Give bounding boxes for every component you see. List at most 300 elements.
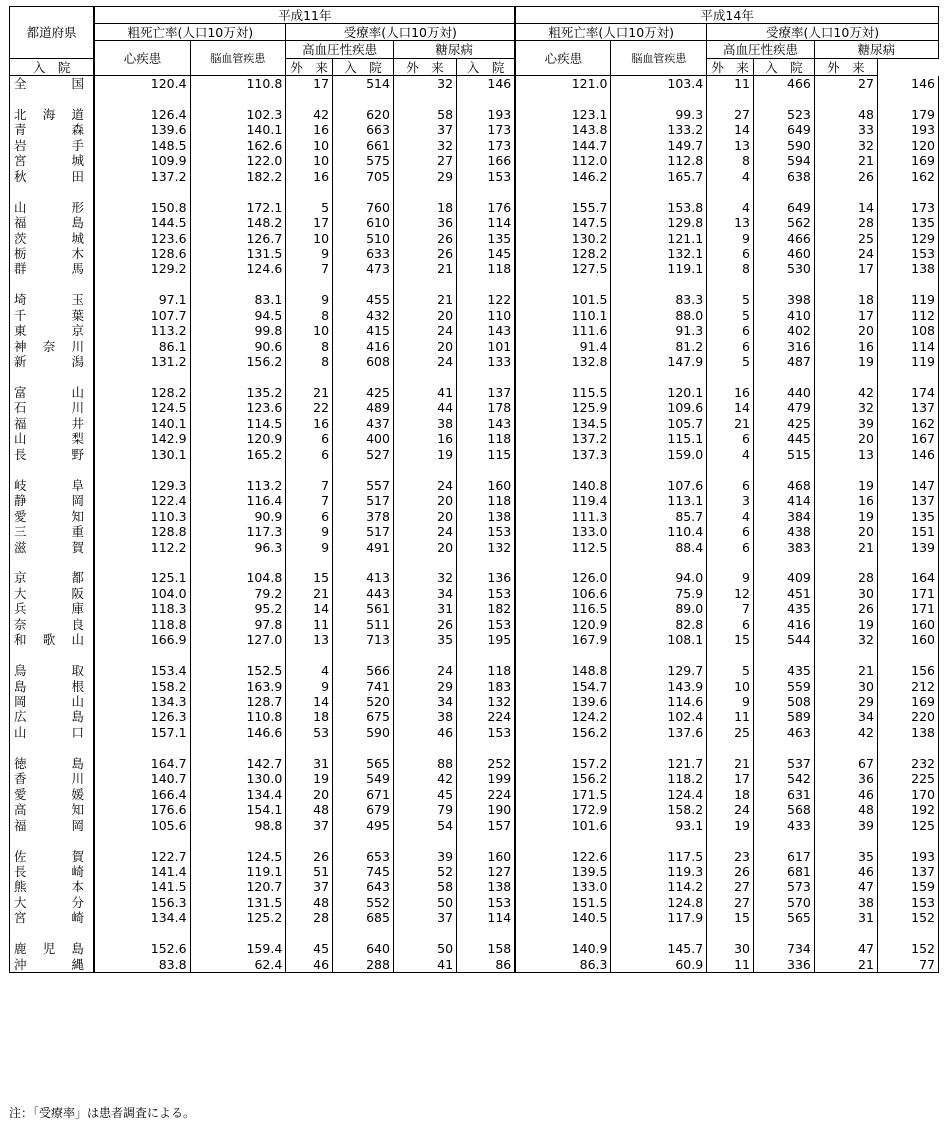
prefecture-name: 東 京	[10, 323, 95, 338]
data-cell: 568	[753, 802, 814, 817]
data-cell: 112.8	[611, 153, 707, 168]
data-cell: 122.6	[515, 849, 611, 864]
data-cell: 164.7	[94, 756, 190, 771]
data-cell: 24	[393, 354, 456, 369]
data-cell: 88.4	[611, 540, 707, 555]
table-row	[10, 246, 939, 261]
data-cell: 139.6	[515, 694, 611, 709]
data-cell	[814, 277, 877, 292]
data-cell	[333, 370, 394, 385]
table-body	[10, 76, 939, 973]
data-cell	[814, 740, 877, 755]
data-cell: 9	[286, 292, 333, 307]
data-cell: 119.1	[611, 261, 707, 276]
data-cell: 104.0	[94, 586, 190, 601]
data-cell: 336	[753, 957, 814, 973]
data-cell: 109.9	[94, 153, 190, 168]
data-cell: 26	[393, 231, 456, 246]
data-cell: 679	[333, 802, 394, 817]
data-cell: 122	[457, 292, 516, 307]
data-cell	[611, 370, 707, 385]
prefecture-name: 京 都	[10, 570, 95, 585]
data-cell: 129.7	[611, 663, 707, 678]
data-cell: 124.8	[611, 895, 707, 910]
data-cell: 124.2	[515, 709, 611, 724]
data-cell: 121.0	[515, 76, 611, 92]
prefecture-name	[10, 926, 95, 941]
data-cell	[333, 833, 394, 848]
data-cell: 435	[753, 601, 814, 616]
data-cell	[190, 926, 286, 941]
spacer-row	[10, 462, 939, 477]
data-cell: 116.5	[515, 601, 611, 616]
spacer-row	[10, 91, 939, 106]
data-cell	[286, 277, 333, 292]
data-cell	[707, 926, 754, 941]
data-cell: 89.0	[611, 601, 707, 616]
data-cell	[286, 926, 333, 941]
data-cell: 495	[333, 818, 394, 833]
table-row	[10, 601, 939, 616]
prefecture-name: 兵 庫	[10, 601, 95, 616]
data-cell: 33	[814, 122, 877, 137]
data-cell: 118	[457, 663, 516, 678]
data-cell: 170	[877, 787, 938, 802]
prefecture-name	[10, 370, 95, 385]
data-cell: 140.9	[515, 941, 611, 956]
data-cell	[707, 184, 754, 199]
data-cell: 17	[286, 76, 333, 92]
data-cell: 37	[286, 818, 333, 833]
data-cell: 517	[333, 493, 394, 508]
prefecture-name	[10, 91, 95, 106]
data-cell: 416	[753, 617, 814, 632]
data-cell: 675	[333, 709, 394, 724]
table-row	[10, 756, 939, 771]
data-cell: 455	[333, 292, 394, 307]
data-cell: 146	[457, 76, 516, 92]
data-cell: 172.1	[190, 200, 286, 215]
data-cell	[611, 277, 707, 292]
data-cell: 123.1	[515, 107, 611, 122]
prefecture-name: 神 奈 川	[10, 339, 95, 354]
data-cell: 21	[286, 385, 333, 400]
data-cell: 24	[393, 663, 456, 678]
data-cell: 30	[707, 941, 754, 956]
table-row	[10, 694, 939, 709]
data-cell	[877, 184, 938, 199]
data-cell	[333, 184, 394, 199]
data-cell	[877, 648, 938, 663]
header-diabetes-h14: 糖尿病	[814, 41, 938, 59]
data-cell: 165.2	[190, 447, 286, 462]
data-cell	[707, 277, 754, 292]
data-cell: 129.8	[611, 215, 707, 230]
data-cell: 51	[286, 864, 333, 879]
data-cell	[877, 91, 938, 106]
data-cell: 37	[286, 879, 333, 894]
data-cell: 86.3	[515, 957, 611, 973]
data-cell: 8	[707, 261, 754, 276]
data-cell: 137	[457, 385, 516, 400]
data-cell: 122.0	[190, 153, 286, 168]
data-cell: 128.2	[515, 246, 611, 261]
data-cell	[286, 555, 333, 570]
table-row	[10, 431, 939, 446]
data-cell: 30	[814, 586, 877, 601]
data-cell: 47	[814, 941, 877, 956]
data-cell: 5	[707, 308, 754, 323]
data-cell: 62.4	[190, 957, 286, 973]
data-cell: 132.8	[515, 354, 611, 369]
data-cell	[515, 462, 611, 477]
table-row	[10, 215, 939, 230]
spacer-row	[10, 926, 939, 941]
data-cell: 144.7	[515, 138, 611, 153]
data-cell: 410	[753, 308, 814, 323]
data-cell: 79	[393, 802, 456, 817]
data-cell: 137	[877, 400, 938, 415]
data-cell: 468	[753, 478, 814, 493]
data-cell: 663	[333, 122, 394, 137]
data-cell: 155.7	[515, 200, 611, 215]
data-cell	[707, 648, 754, 663]
data-cell	[753, 184, 814, 199]
data-cell: 9	[707, 231, 754, 246]
data-cell: 132.1	[611, 246, 707, 261]
data-cell: 147	[877, 478, 938, 493]
table-row	[10, 308, 939, 323]
data-cell: 135	[877, 215, 938, 230]
header-inpatient: 入 院	[753, 59, 814, 76]
data-cell: 27	[393, 153, 456, 168]
data-cell: 16	[286, 122, 333, 137]
table-row	[10, 231, 939, 246]
data-cell	[457, 648, 516, 663]
data-cell: 110.3	[94, 509, 190, 524]
header-cerebro-h11: 脳血管疾患	[190, 41, 286, 76]
data-cell: 45	[286, 941, 333, 956]
data-cell: 143	[457, 323, 516, 338]
data-cell: 97.8	[190, 617, 286, 632]
data-cell: 16	[814, 493, 877, 508]
data-cell: 145.7	[611, 941, 707, 956]
data-cell: 224	[457, 709, 516, 724]
data-cell: 25	[707, 725, 754, 740]
prefecture-name: 宮 城	[10, 153, 95, 168]
data-cell	[333, 648, 394, 663]
data-cell: 384	[753, 509, 814, 524]
data-cell	[94, 370, 190, 385]
data-cell: 153	[457, 617, 516, 632]
data-cell: 156	[877, 663, 938, 678]
data-cell	[611, 184, 707, 199]
data-cell: 566	[333, 663, 394, 678]
prefecture-name: 静 岡	[10, 493, 95, 508]
data-cell	[457, 833, 516, 848]
data-cell: 37	[393, 122, 456, 137]
data-cell: 137.2	[515, 431, 611, 446]
data-cell: 30	[814, 679, 877, 694]
data-cell	[333, 740, 394, 755]
data-cell: 172.9	[515, 802, 611, 817]
data-cell: 111.3	[515, 509, 611, 524]
data-cell: 133	[457, 354, 516, 369]
data-cell: 150.8	[94, 200, 190, 215]
data-cell: 590	[333, 725, 394, 740]
data-cell: 443	[333, 586, 394, 601]
data-cell: 141.5	[94, 879, 190, 894]
table-row	[10, 447, 939, 462]
data-cell: 14	[707, 400, 754, 415]
data-cell: 15	[286, 570, 333, 585]
prefecture-name: 愛 媛	[10, 787, 95, 802]
data-cell: 14	[286, 694, 333, 709]
data-cell	[707, 462, 754, 477]
data-cell: 120	[877, 138, 938, 153]
data-cell: 120.9	[515, 617, 611, 632]
data-cell: 134.4	[190, 787, 286, 802]
data-cell: 114	[457, 910, 516, 925]
prefecture-name	[10, 184, 95, 199]
data-cell: 741	[333, 679, 394, 694]
prefecture-name	[10, 648, 95, 663]
data-cell: 125.2	[190, 910, 286, 925]
prefecture-name: 佐 賀	[10, 849, 95, 864]
header-year-h11: 平成11年	[94, 7, 515, 24]
data-cell: 153.8	[611, 200, 707, 215]
statistics-table	[9, 6, 939, 973]
data-cell: 489	[333, 400, 394, 415]
data-cell	[611, 833, 707, 848]
data-cell: 134.5	[515, 416, 611, 431]
prefecture-name: 岩 手	[10, 138, 95, 153]
data-cell	[286, 648, 333, 663]
data-cell: 122.7	[94, 849, 190, 864]
header-consultation-h11: 受療率(人口10万対)	[286, 24, 515, 41]
data-cell: 143	[457, 416, 516, 431]
data-cell	[190, 555, 286, 570]
data-cell: 112	[877, 308, 938, 323]
data-cell: 20	[393, 339, 456, 354]
data-cell: 21	[393, 292, 456, 307]
data-cell: 649	[753, 200, 814, 215]
data-cell: 559	[753, 679, 814, 694]
data-cell: 12	[707, 586, 754, 601]
table-row	[10, 910, 939, 925]
data-cell: 128.8	[94, 524, 190, 539]
data-cell: 156.3	[94, 895, 190, 910]
data-cell: 27	[707, 895, 754, 910]
data-cell: 530	[753, 261, 814, 276]
prefecture-name: 北 海 道	[10, 107, 95, 122]
table-row	[10, 663, 939, 678]
data-cell: 383	[753, 540, 814, 555]
data-cell: 508	[753, 694, 814, 709]
data-cell: 137	[877, 493, 938, 508]
prefecture-name: 山 口	[10, 725, 95, 740]
data-cell: 85.7	[611, 509, 707, 524]
data-cell: 552	[333, 895, 394, 910]
data-cell: 16	[814, 339, 877, 354]
data-cell	[457, 277, 516, 292]
data-cell: 110.4	[611, 524, 707, 539]
data-cell: 58	[393, 107, 456, 122]
spacer-row	[10, 555, 939, 570]
data-cell	[753, 648, 814, 663]
data-cell: 139.5	[515, 864, 611, 879]
prefecture-name: 熊 本	[10, 879, 95, 894]
data-cell: 21	[286, 586, 333, 601]
data-cell: 94.0	[611, 570, 707, 585]
data-cell: 9	[286, 679, 333, 694]
data-cell: 160	[457, 478, 516, 493]
table-row	[10, 138, 939, 153]
data-cell: 53	[286, 725, 333, 740]
data-cell: 112.5	[515, 540, 611, 555]
data-cell	[393, 277, 456, 292]
data-cell: 109.6	[611, 400, 707, 415]
data-cell: 154.7	[515, 679, 611, 694]
data-cell: 9	[707, 694, 754, 709]
data-cell: 10	[707, 679, 754, 694]
data-cell: 398	[753, 292, 814, 307]
data-cell	[753, 370, 814, 385]
prefecture-name: 青 森	[10, 122, 95, 137]
data-cell: 39	[814, 818, 877, 833]
prefecture-name: 鹿 児 島	[10, 941, 95, 956]
data-cell: 113.1	[611, 493, 707, 508]
data-cell: 113.2	[190, 478, 286, 493]
data-cell: 118.3	[94, 601, 190, 616]
data-cell: 28	[814, 215, 877, 230]
data-cell: 145	[457, 246, 516, 261]
table-row	[10, 818, 939, 833]
data-cell: 713	[333, 632, 394, 647]
data-cell: 114.2	[611, 879, 707, 894]
data-cell: 153	[457, 895, 516, 910]
data-cell: 141.4	[94, 864, 190, 879]
data-cell: 126.7	[190, 231, 286, 246]
data-cell: 106.6	[515, 586, 611, 601]
data-cell: 42	[814, 385, 877, 400]
data-cell: 610	[333, 215, 394, 230]
data-cell: 28	[286, 910, 333, 925]
data-cell: 16	[286, 416, 333, 431]
data-cell: 125.9	[515, 400, 611, 415]
table-row	[10, 802, 939, 817]
data-cell: 50	[393, 895, 456, 910]
data-cell: 47	[814, 879, 877, 894]
data-cell: 41	[393, 957, 456, 973]
data-cell: 153	[457, 725, 516, 740]
data-cell: 146	[877, 447, 938, 462]
data-cell: 118.2	[611, 771, 707, 786]
data-cell: 760	[333, 200, 394, 215]
data-cell: 108	[877, 323, 938, 338]
data-cell: 24	[814, 246, 877, 261]
prefecture-name: 山 形	[10, 200, 95, 215]
data-cell: 120.7	[190, 879, 286, 894]
data-cell: 131.5	[190, 246, 286, 261]
data-cell: 20	[393, 493, 456, 508]
data-cell	[611, 462, 707, 477]
data-cell: 438	[753, 524, 814, 539]
data-cell	[190, 370, 286, 385]
data-cell: 18	[814, 292, 877, 307]
data-cell: 460	[753, 246, 814, 261]
data-cell: 156.2	[190, 354, 286, 369]
data-cell: 137	[877, 864, 938, 879]
data-cell: 21	[707, 416, 754, 431]
data-cell: 6	[707, 339, 754, 354]
data-cell: 110.8	[190, 709, 286, 724]
data-cell	[190, 740, 286, 755]
data-cell	[707, 370, 754, 385]
data-cell: 162.6	[190, 138, 286, 153]
data-cell: 20	[814, 524, 877, 539]
data-cell: 151	[877, 524, 938, 539]
data-cell	[393, 91, 456, 106]
data-cell: 29	[393, 169, 456, 184]
data-cell: 135	[877, 509, 938, 524]
data-cell: 140.7	[94, 771, 190, 786]
prefecture-name: 福 岡	[10, 818, 95, 833]
data-cell: 20	[814, 431, 877, 446]
data-cell: 29	[393, 679, 456, 694]
data-cell	[94, 277, 190, 292]
data-cell	[393, 740, 456, 755]
data-cell	[333, 926, 394, 941]
data-cell: 20	[393, 308, 456, 323]
data-cell: 88.0	[611, 308, 707, 323]
data-cell: 402	[753, 323, 814, 338]
table-row	[10, 524, 939, 539]
data-cell: 10	[286, 138, 333, 153]
table-row	[10, 864, 939, 879]
data-cell: 135	[457, 231, 516, 246]
data-cell	[753, 277, 814, 292]
data-cell	[814, 462, 877, 477]
table-row	[10, 169, 939, 184]
table-row	[10, 292, 939, 307]
prefecture-name: 大 分	[10, 895, 95, 910]
table-header	[10, 7, 939, 76]
data-cell: 169	[877, 694, 938, 709]
data-cell: 631	[753, 787, 814, 802]
data-cell: 173	[457, 138, 516, 153]
data-cell: 46	[814, 787, 877, 802]
data-cell	[877, 462, 938, 477]
data-cell: 193	[877, 849, 938, 864]
data-cell: 36	[814, 771, 877, 786]
data-cell: 649	[753, 122, 814, 137]
data-cell	[393, 555, 456, 570]
data-cell: 138	[877, 261, 938, 276]
data-cell: 86.1	[94, 339, 190, 354]
table-row	[10, 107, 939, 122]
data-cell	[286, 462, 333, 477]
data-cell: 137.3	[515, 447, 611, 462]
header-heart-h14: 心疾患	[515, 41, 611, 76]
data-cell: 6	[707, 246, 754, 261]
data-cell: 117.5	[611, 849, 707, 864]
data-cell: 590	[753, 138, 814, 153]
data-cell: 378	[333, 509, 394, 524]
data-cell: 37	[393, 910, 456, 925]
prefecture-name: 富 山	[10, 385, 95, 400]
data-cell: 48	[286, 802, 333, 817]
